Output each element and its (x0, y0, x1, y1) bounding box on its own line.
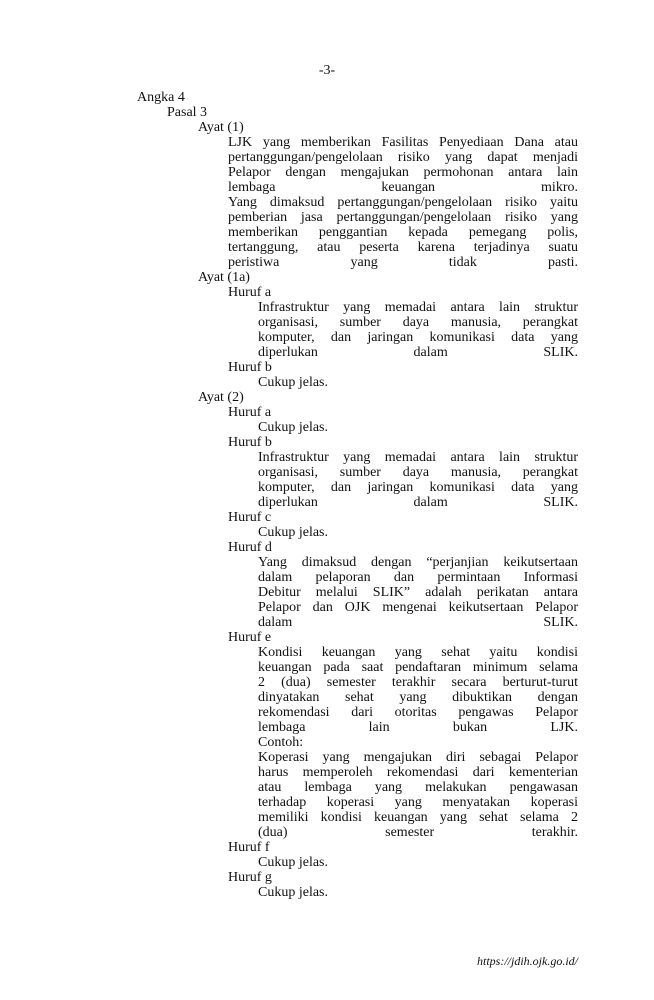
text-line: Yang dimaksud pertanggungan/pengelolaan risiko yaitu (228, 195, 578, 210)
heading-line (0, 105, 654, 120)
heading-line (0, 885, 654, 900)
text-line: Cukup jelas. (258, 885, 328, 900)
text-line: dalam SLIK. (258, 615, 578, 630)
text-line: Kondisi keuangan yang sehat yaitu kondisi (258, 645, 578, 660)
text-line: Ayat (1) (198, 120, 244, 135)
heading-line (0, 285, 654, 300)
heading-line (0, 270, 654, 285)
paragraph (0, 555, 654, 630)
text-line: Huruf e (228, 630, 272, 645)
heading-line (0, 435, 654, 450)
text-line: Infrastruktur yang memadai antara lain struktur (258, 300, 578, 315)
heading-line (0, 735, 654, 750)
text-line: Huruf a (228, 405, 272, 420)
text-line: Huruf c (228, 510, 272, 525)
paragraph (0, 195, 654, 270)
text-line: Cukup jelas. (258, 525, 328, 540)
paragraph (0, 135, 654, 195)
text-line: Pelapor dengan mengajukan permohonan antara lain (228, 165, 578, 180)
page-number: -3- (318, 63, 336, 78)
text-line: Huruf b (228, 360, 272, 375)
paragraph (0, 750, 654, 840)
text-line: Angka 4 (137, 90, 185, 105)
text-line: LJK yang memberikan Fasilitas Penyediaan Dana atau (228, 135, 578, 150)
heading-line (0, 375, 654, 390)
text-line: memberikan penggantian kepada pemegang polis, (228, 225, 578, 240)
heading-line (0, 120, 654, 135)
paragraph (0, 450, 654, 510)
text-line: Cukup jelas. (258, 420, 328, 435)
text-line: organisasi, sumber daya manusia, perangkat (258, 315, 578, 330)
text-line: atau lembaga yang melakukan pengawasan (258, 780, 578, 795)
heading-line (0, 540, 654, 555)
heading-line (0, 405, 654, 420)
text-line: organisasi, sumber daya manusia, perangkat (258, 465, 578, 480)
document-body (0, 90, 654, 900)
text-line: diperlukan dalam SLIK. (258, 495, 578, 510)
heading-line (0, 525, 654, 540)
text-line: peristiwa yang tidak pasti. (228, 255, 578, 270)
text-line: harus memperoleh rekomendasi dari kementerian (258, 765, 578, 780)
text-line: Huruf f (228, 840, 270, 855)
text-line: 2 (dua) semester terakhir secara berturut-turut (258, 675, 578, 690)
text-line: pemberian jasa pertanggungan/pengelolaan risiko yang (228, 210, 578, 225)
heading-line (0, 840, 654, 855)
text-line: Huruf a (228, 285, 272, 300)
text-line: lembaga lain bukan LJK. (258, 720, 578, 735)
text-line: keuangan pada saat pendaftaran minimum selama (258, 660, 578, 675)
text-line: Pelapor dan OJK mengenai keikutsertaan Pelapor (258, 600, 578, 615)
footer-url-link[interactable]: https://jdih.ojk.go.id/ (477, 954, 578, 968)
text-line: tertanggung, atau peserta karena terjadinya suatu (228, 240, 578, 255)
text-line: terhadap koperasi yang menyatakan koperasi (258, 795, 578, 810)
text-line: Cukup jelas. (258, 375, 328, 390)
text-line: Ayat (2) (198, 390, 244, 405)
text-line: diperlukan dalam SLIK. (258, 345, 578, 360)
heading-line (0, 870, 654, 885)
text-line: dalam pelaporan dan permintaan Informasi (258, 570, 578, 585)
text-line: Cukup jelas. (258, 855, 328, 870)
text-line: Debitur melalui SLIK” adalah perikatan antara (258, 585, 578, 600)
heading-line (0, 510, 654, 525)
text-line: Contoh: (258, 735, 304, 750)
text-line: Pasal 3 (167, 105, 208, 120)
text-line: pertanggungan/pengelolaan risiko yang dapat menjadi (228, 150, 578, 165)
heading-line (0, 360, 654, 375)
text-line: komputer, dan jaringan komunikasi data yang (258, 330, 578, 345)
heading-line (0, 630, 654, 645)
text-line: komputer, dan jaringan komunikasi data yang (258, 480, 578, 495)
heading-line (0, 420, 654, 435)
text-line: Infrastruktur yang memadai antara lain struktur (258, 450, 578, 465)
heading-line (0, 390, 654, 405)
paragraph (0, 300, 654, 360)
text-line: Koperasi yang mengajukan diri sebagai Pelapor (258, 750, 578, 765)
text-line: Huruf d (228, 540, 272, 555)
text-line: Ayat (1a) (198, 270, 250, 285)
paragraph (0, 645, 654, 735)
text-line: dinyatakan sehat yang dibuktikan dengan (258, 690, 578, 705)
text-line: Huruf g (228, 870, 272, 885)
heading-line (0, 855, 654, 870)
text-line: lembaga keuangan mikro. (228, 180, 578, 195)
text-line: rekomendasi dari otoritas pengawas Pelapor (258, 705, 578, 720)
text-line: (dua) semester terakhir. (258, 825, 578, 840)
heading-line (0, 90, 654, 105)
text-line: Huruf b (228, 435, 272, 450)
text-line: memiliki kondisi keuangan yang sehat selama 2 (258, 810, 578, 825)
text-line: Yang dimaksud dengan “perjanjian keikutsertaan (258, 555, 578, 570)
